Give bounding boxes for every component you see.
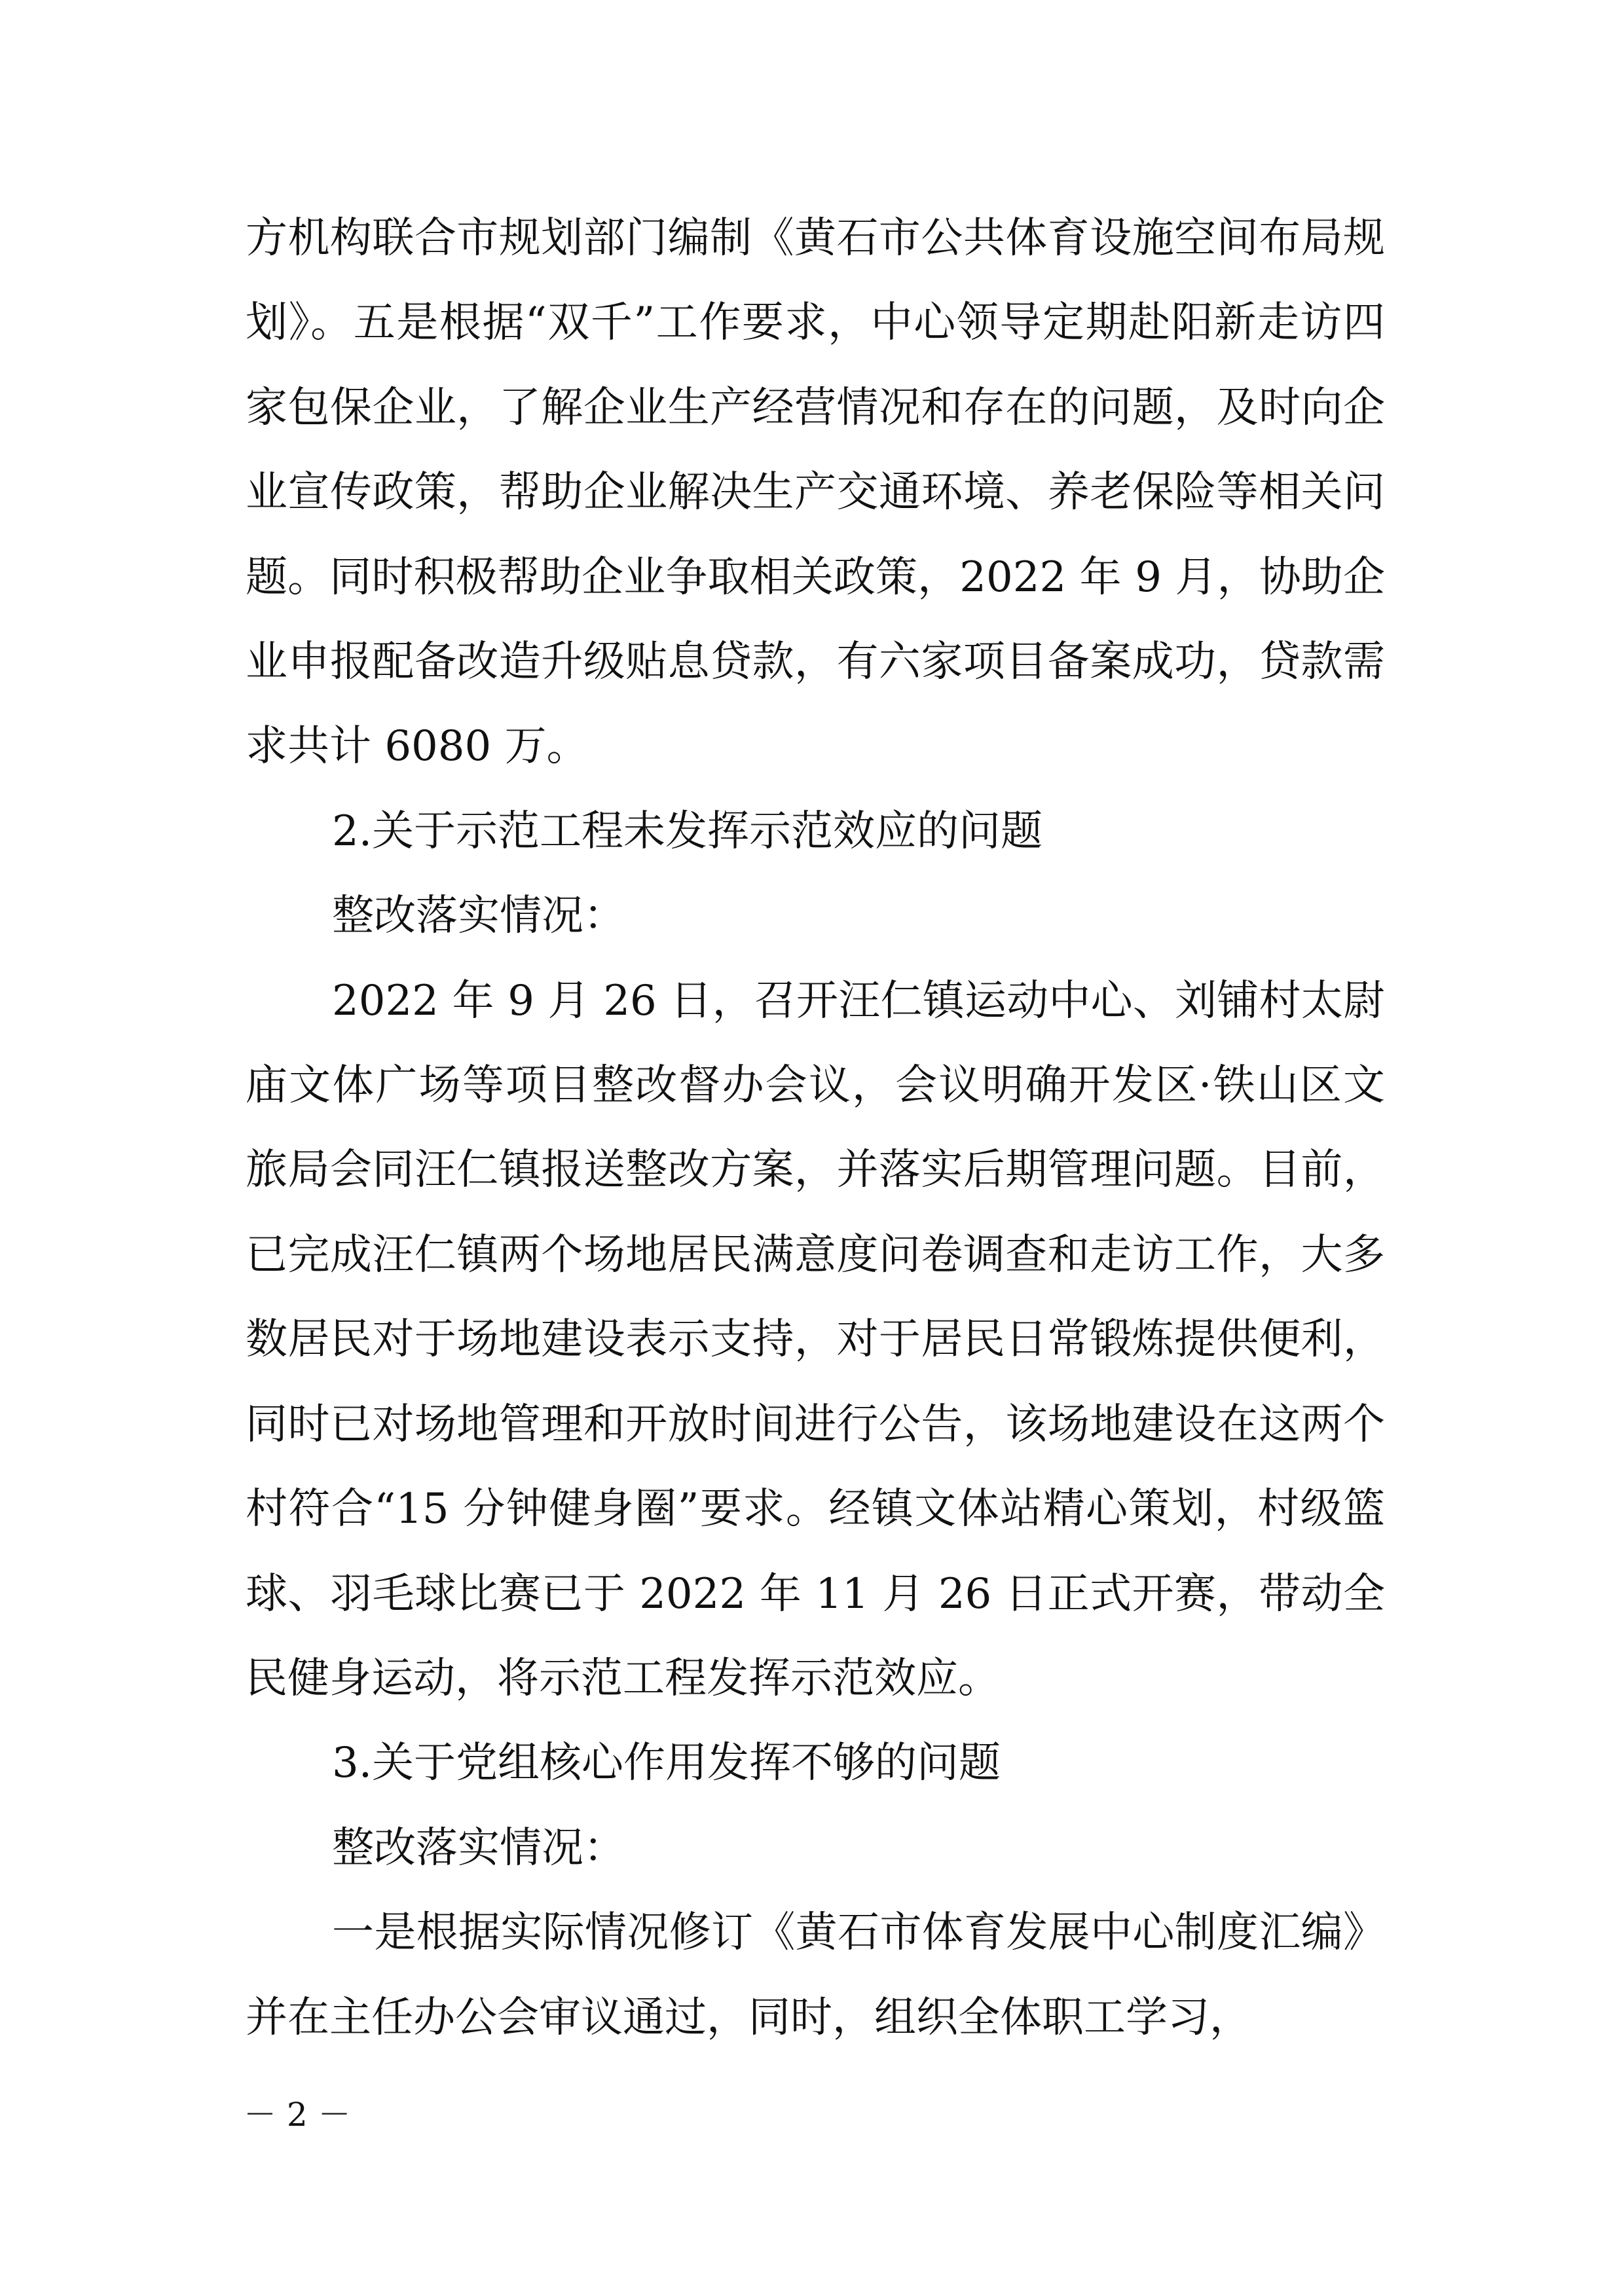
section-heading-2: 2.关于示范工程未发挥示范效应的问题 xyxy=(332,807,1043,856)
page-number: － 2 － xyxy=(244,2096,351,2134)
paragraph: 2022 年 9 月 26 日，召开汪仁镇运动中心、刘铺村太尉庙文体广场等项目整改督办会议，会议明确开发区·铁山区文旅局会同汪仁镇报送整改方案，并落实后期管理问题。目前，已完成汪仁镇两个场地居民满意度问卷调查和走访工作，大多数居民对于场地建设表示支持，对于居民日常锻炼提供便利，同时已对场地管理和开放时间进行公告，该场地建设在这两个村符合“15 分钟健身圈”要求。经镇文体站精心策划，村级篮球、羽毛球比赛已于 2022 年 11 月 26 日正式开赛，带动全民健身运动，将示范工程发挥示范效应。 xyxy=(246,976,1385,1703)
rectification-label: 整改落实情况： xyxy=(332,892,625,941)
rectification-label: 整改落实情况： xyxy=(332,1823,625,1872)
section-heading-3: 3.关于党组核心作用发挥不够的问题 xyxy=(332,1739,1001,1788)
document-body xyxy=(246,196,1385,2060)
paragraph-continued: 方机构联合市规划部门编制《黄石市公共体育设施空间布局规划》。五是根据“双千”工作要求，中心领导定期赴阳新走访四家包保企业，了解企业生产经营情况和存在的问题，及时向企业宣传政策，帮助企业解决生产交通环境、养老保险等相关问题。同时积极帮助企业争取相关政策，2022 年 9 月，协助企业申报配备改造升级贴息贷款，有六家项目备案成功，贷款需求共计 6080 万。 xyxy=(246,214,1385,771)
paragraph: 一是根据实际情况修订《黄石市体育发展中心制度汇编》并在主任办公会审议通过，同时，组织全体职工学习， xyxy=(246,1908,1385,2042)
